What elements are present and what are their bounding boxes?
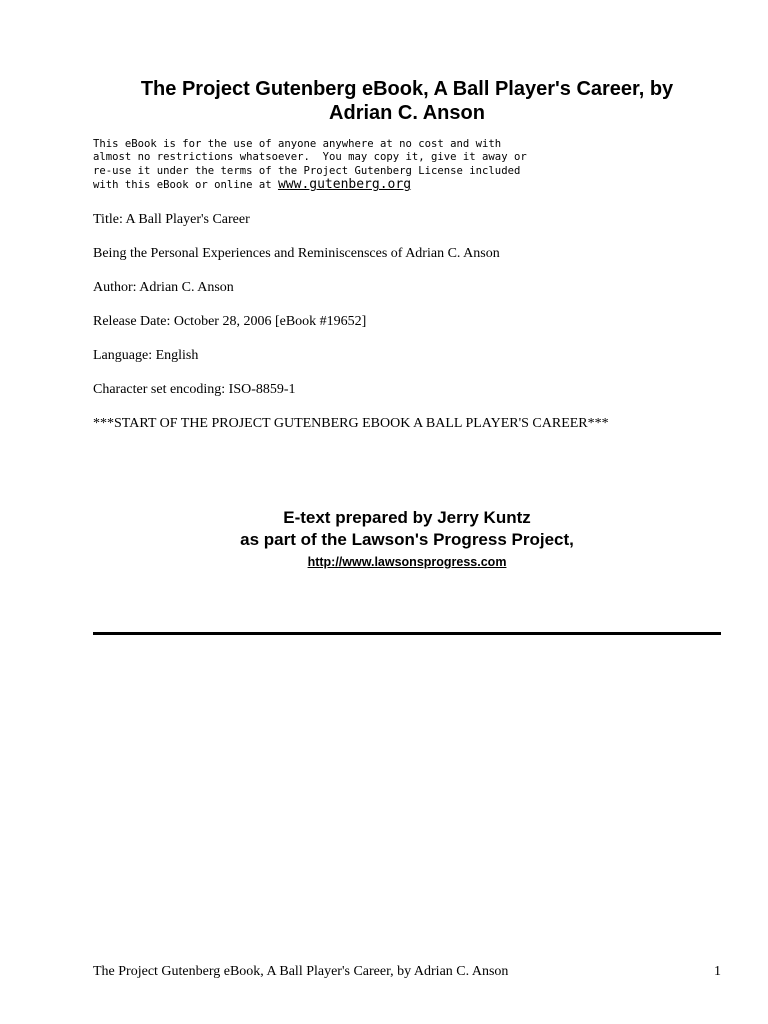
license-line-4: with this eBook or online at xyxy=(93,179,278,192)
meta-subtitle: Being the Personal Experiences and Reminiscensces of Adrian C. Anson xyxy=(93,246,500,261)
license-line-2: almost no restrictions whatsoever. You may copy it, give it away or xyxy=(93,151,527,164)
gutenberg-link[interactable]: www.gutenberg.org xyxy=(277,177,412,193)
lawsons-progress-link[interactable]: http://www.lawsonsprogress.com xyxy=(307,555,507,569)
page-title-line-1: The Project Gutenberg eBook, A Ball Player's Career, by xyxy=(140,78,674,100)
meta-author: Author: Adrian C. Anson xyxy=(93,280,234,295)
license-line-3: re-use it under the terms of the Project Gutenberg License included xyxy=(93,164,521,177)
meta-release-date: Release Date: October 28, 2006 [eBook #19652] xyxy=(93,314,367,329)
license-line-1: This eBook is for the use of anyone anywhere at no cost and with xyxy=(93,138,502,150)
license-notice xyxy=(93,138,527,193)
page-title xyxy=(93,77,721,125)
credits-block xyxy=(93,507,721,570)
credits-line-2: as part of the Lawson's Progress Project, xyxy=(240,530,574,549)
horizontal-rule xyxy=(93,632,721,635)
page-title-line-2: Adrian C. Anson xyxy=(329,102,485,124)
start-marker: ***START OF THE PROJECT GUTENBERG EBOOK A BALL PLAYER'S CAREER*** xyxy=(93,416,609,431)
meta-title: Title: A Ball Player's Career xyxy=(93,212,250,227)
footer-page-number: 1 xyxy=(714,964,721,979)
meta-encoding: Character set encoding: ISO-8859-1 xyxy=(93,382,296,397)
credits-line-1: E-text prepared by Jerry Kuntz xyxy=(283,508,531,527)
meta-language: Language: English xyxy=(93,348,199,363)
footer-running-title: The Project Gutenberg eBook, A Ball Player's Career, by Adrian C. Anson xyxy=(93,964,509,979)
